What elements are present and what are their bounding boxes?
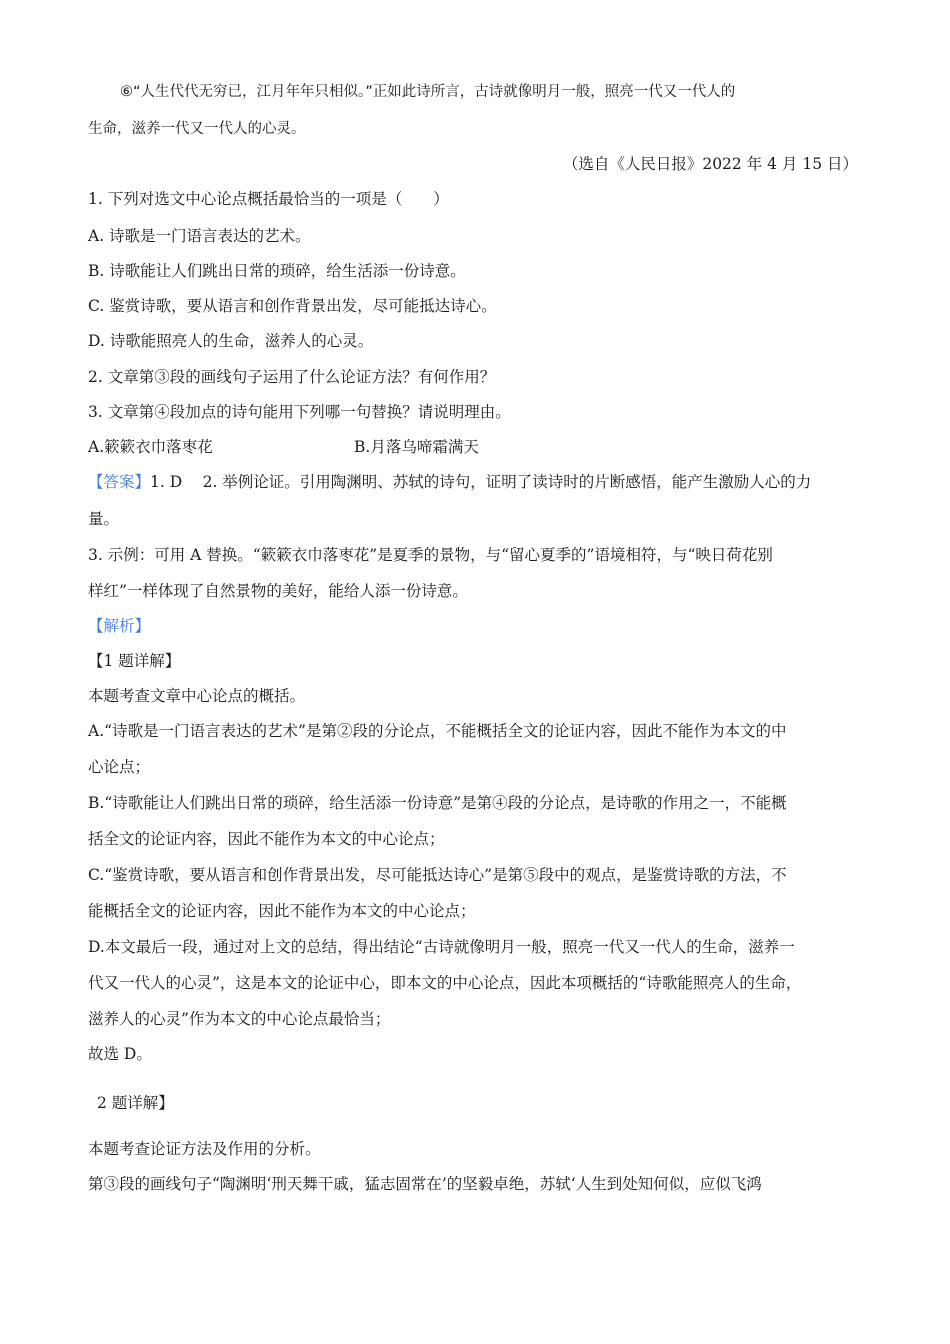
answer-line-4: 样红”一样体现了自然景物的美好，能给人添一份诗意。 bbox=[88, 582, 468, 600]
question-1-option-a: A. 诗歌是一门语言表达的艺术。 bbox=[88, 227, 311, 245]
analysis-a-line1: A.“诗歌是一门语言表达的艺术”是第②段的分论点，不能概括全文的论证内容，因此不能作为本文的中 bbox=[88, 722, 787, 740]
passage-source: （选自《人民日报》2022 年 4 月 15 日） bbox=[562, 155, 858, 173]
analysis-tag: 【解析】 bbox=[88, 617, 151, 635]
answer-tag: 【答案】 bbox=[88, 473, 151, 491]
analysis-d-line1: D.本文最后一段，通过对上文的总结，得出结论“古诗就像明月一般，照亮一代又一代人的生命，滋养一 bbox=[88, 938, 795, 956]
question-3-option-a: A.簌簌衣巾落枣花 bbox=[88, 438, 213, 456]
question-2: 2. 文章第③段的画线句子运用了什么论证方法？有何作用？ bbox=[88, 368, 496, 386]
question-1: 1. 下列对选文中心论点概括最恰当的一项是（ ） bbox=[88, 190, 449, 208]
analysis-d-line2: 代又一代人的心灵”，这是本文的论证中心，即本文的中心论点，因此本项概括的“诗歌能照亮人的生命， bbox=[88, 974, 802, 992]
analysis-q1-heading: 【1 题详解】 bbox=[88, 652, 181, 670]
question-3-option-b: B.月落乌啼霜满天 bbox=[354, 438, 479, 456]
passage-p6-line2: 生命，滋养一代又一代人的心灵。 bbox=[88, 121, 306, 137]
analysis-a-line2: 心论点； bbox=[88, 758, 151, 776]
answer-line-1 bbox=[88, 472, 811, 492]
answer-text-1: 1. D 2. 举例论证。引用陶渊明、苏轼的诗句，证明了读诗时的片断感悟，能产生激励人心的力 bbox=[150, 473, 812, 491]
analysis-d-line3: 滋养人的心灵”作为本文的中心论点最恰当； bbox=[88, 1010, 391, 1028]
analysis-b-line2: 括全文的论证内容，因此不能作为本文的中心论点； bbox=[88, 830, 445, 848]
passage-p6-line1: ⑥“人生代代无穷已，江月年年只相似。”正如此诗所言，古诗就像明月一般，照亮一代又一代人的 bbox=[120, 84, 736, 100]
question-1-option-b: B. 诗歌能让人们跳出日常的琐碎，给生活添一份诗意。 bbox=[88, 262, 466, 280]
analysis-c-line1: C.“鉴赏诗歌，要从语言和创作背景出发，尽可能抵达诗心”是第⑤段中的观点，是鉴赏诗歌的方法，不 bbox=[88, 866, 787, 884]
question-3-options bbox=[88, 437, 788, 457]
analysis-b-line1: B.“诗歌能让人们跳出日常的琐碎，给生活添一份诗意”是第④段的分论点，是诗歌的作用之一，不能概 bbox=[88, 794, 787, 812]
analysis-q2-intro: 本题考查论证方法及作用的分析。 bbox=[88, 1140, 321, 1158]
analysis-q1-intro: 本题考查文章中心论点的概括。 bbox=[88, 687, 306, 705]
answer-line-2: 量。 bbox=[88, 510, 120, 528]
question-1-option-c: C. 鉴赏诗歌，要从语言和创作背景出发，尽可能抵达诗心。 bbox=[88, 297, 497, 315]
analysis-c-line2: 能概括全文的论证内容，因此不能作为本文的中心论点； bbox=[88, 902, 476, 920]
answer-line-3: 3. 示例：可用 A 替换。“簌簌衣巾落枣花”是夏季的景物，与“留心夏季的”语境相符，与“映日荷花别 bbox=[88, 546, 773, 564]
question-3: 3. 文章第④段加点的诗句能用下列哪一句替换？请说明理由。 bbox=[88, 403, 511, 421]
analysis-choice: 故选 D。 bbox=[88, 1045, 152, 1063]
question-1-option-d: D. 诗歌能照亮人的生命，滋养人的心灵。 bbox=[88, 332, 374, 350]
analysis-q2-heading: 2 题详解】 bbox=[97, 1094, 174, 1112]
analysis-q2-text: 第③段的画线句子“陶渊明‘刑天舞干戚，猛志固常在’的坚毅卓绝，苏轼‘人生到处知何似，应似飞鸿 bbox=[88, 1175, 762, 1193]
